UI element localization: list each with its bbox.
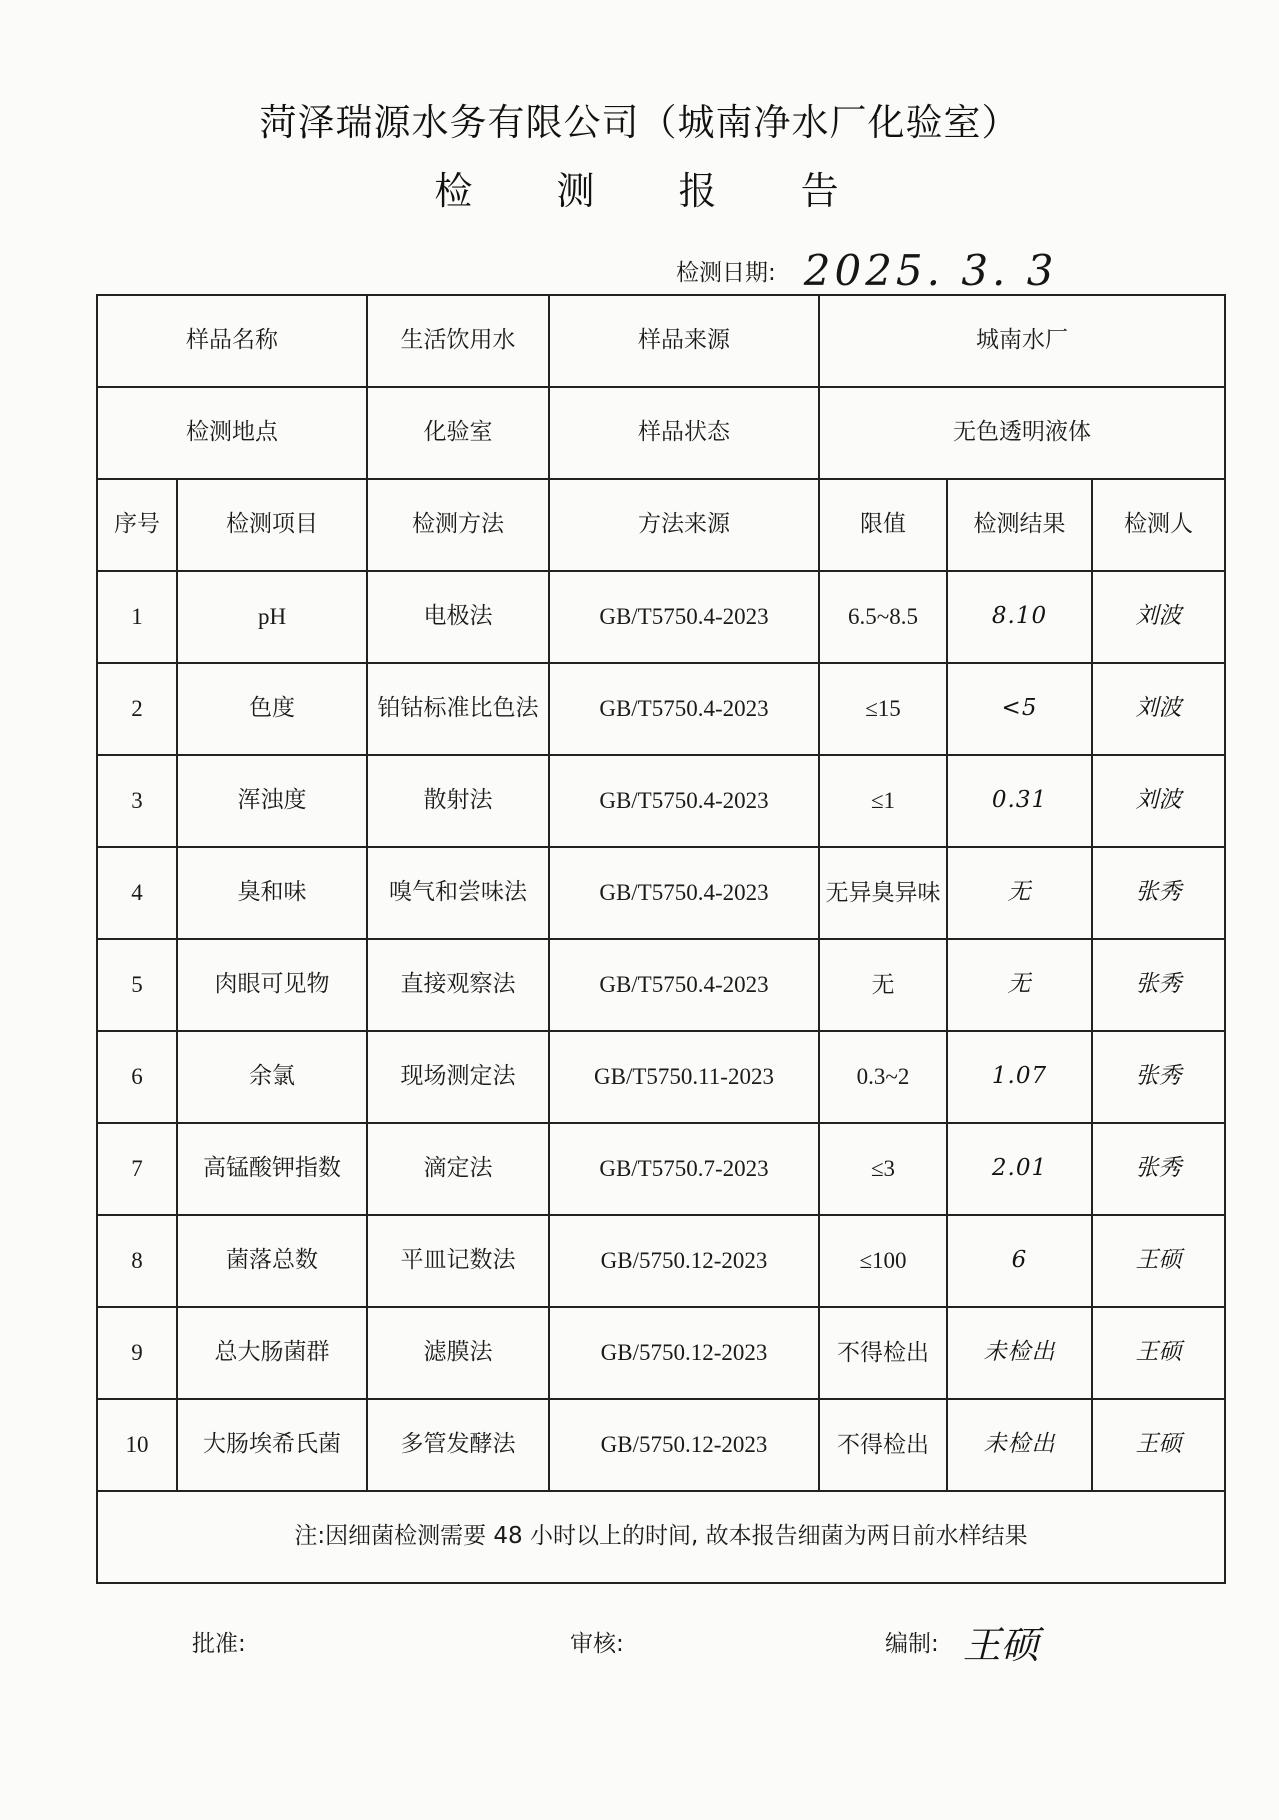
row-tester: 王硕 [1092,1399,1225,1491]
row-limit: 不得检出 [819,1399,947,1491]
row-result: 6 [947,1215,1092,1307]
col-limit-header: 限值 [819,479,947,571]
col-item-header: 检测项目 [177,479,367,571]
row-source: GB/5750.12-2023 [549,1215,819,1307]
sample-state-value: 无色透明液体 [819,387,1225,479]
row-result: 1.07 [947,1031,1092,1123]
col-no-header: 序号 [97,479,177,571]
row-result: 8.10 [947,571,1092,663]
sample-source-value: 城南水厂 [819,295,1225,387]
row-limit: 无异臭异味 [819,847,947,939]
table-row [97,755,1225,847]
company-title: 菏泽瑞源水务有限公司（城南净水厂化验室） [259,101,1020,144]
col-method-header: 检测方法 [367,479,549,571]
row-result: 无 [947,847,1092,939]
row-no: 10 [97,1399,177,1491]
row-item: 余氯 [177,1031,367,1123]
row-method: 散射法 [367,755,549,847]
row-result: 2.01 [947,1123,1092,1215]
col-result-header: 检测结果 [947,479,1092,571]
row-item: 色度 [177,663,367,755]
compile-field [885,1618,1039,1667]
row-item: 总大肠菌群 [177,1307,367,1399]
sample-name-value: 生活饮用水 [367,295,549,387]
row-method: 平皿记数法 [367,1215,549,1307]
row-no: 2 [97,663,177,755]
row-limit: 不得检出 [819,1307,947,1399]
review-field [570,1618,624,1664]
row-source: GB/T5750.4-2023 [549,663,819,755]
table-row [97,939,1225,1031]
col-tester-header: 检测人 [1092,479,1225,571]
sample-state-label: 样品状态 [549,387,819,479]
compile-signature: 王硕 [962,1622,1039,1667]
table-row [97,1215,1225,1307]
row-result: 0.31 [947,755,1092,847]
row-method: 现场测定法 [367,1031,549,1123]
row-tester: 刘波 [1092,571,1225,663]
approve-field [192,1618,246,1664]
sample-source-label: 样品来源 [549,295,819,387]
row-source: GB/T5750.11-2023 [549,1031,819,1123]
row-result: 未检出 [947,1307,1092,1399]
row-limit: 无 [819,939,947,1031]
table-row [97,1031,1225,1123]
report-title: 检 测 报 告 [434,169,875,213]
row-limit: ≤100 [819,1215,947,1307]
row-limit: ≤15 [819,663,947,755]
row-limit: 0.3~2 [819,1031,947,1123]
table-row [97,1307,1225,1399]
row-method: 多管发酵法 [367,1399,549,1491]
approve-label: 批准: [192,1630,246,1657]
row-source: GB/5750.12-2023 [549,1399,819,1491]
row-source: GB/5750.12-2023 [549,1307,819,1399]
location-value: 化验室 [367,387,549,479]
table-row [97,1123,1225,1215]
report-table [96,294,1226,1584]
row-no: 8 [97,1215,177,1307]
test-date [676,245,1058,295]
info-row-1 [97,295,1225,387]
review-label: 审核: [570,1630,624,1657]
test-date-value: 2025. 3. 3 [803,245,1058,295]
row-tester: 张秀 [1092,847,1225,939]
row-method: 滤膜法 [367,1307,549,1399]
table-row [97,1399,1225,1491]
row-method: 嗅气和尝味法 [367,847,549,939]
row-item: 高锰酸钾指数 [177,1123,367,1215]
compile-label: 编制: [885,1630,939,1657]
row-limit: ≤1 [819,755,947,847]
row-method: 直接观察法 [367,939,549,1031]
table-row [97,571,1225,663]
test-date-label: 检测日期: [676,259,776,286]
row-item: 菌落总数 [177,1215,367,1307]
row-method: 铂钴标准比色法 [367,663,549,755]
row-source: GB/T5750.4-2023 [549,571,819,663]
row-source: GB/T5750.4-2023 [549,755,819,847]
row-source: GB/T5750.4-2023 [549,847,819,939]
row-result: 未检出 [947,1399,1092,1491]
row-limit: ≤3 [819,1123,947,1215]
row-no: 5 [97,939,177,1031]
row-item: pH [177,571,367,663]
row-no: 9 [97,1307,177,1399]
row-source: GB/T5750.4-2023 [549,939,819,1031]
location-label: 检测地点 [97,387,367,479]
row-item: 大肠埃希氏菌 [177,1399,367,1491]
row-no: 6 [97,1031,177,1123]
row-method: 滴定法 [367,1123,549,1215]
table-row [97,663,1225,755]
row-limit: 6.5~8.5 [819,571,947,663]
row-result: 无 [947,939,1092,1031]
note-text: 注:因细菌检测需要 48 小时以上的时间, 故本报告细菌为两日前水样结果 [97,1491,1225,1583]
note-row [97,1491,1225,1583]
row-no: 4 [97,847,177,939]
table-row [97,847,1225,939]
row-source: GB/T5750.7-2023 [549,1123,819,1215]
sample-name-label: 样品名称 [97,295,367,387]
row-result: <5 [947,663,1092,755]
row-item: 浑浊度 [177,755,367,847]
column-header-row [97,479,1225,571]
row-tester: 刘波 [1092,663,1225,755]
row-method: 电极法 [367,571,549,663]
row-tester: 刘波 [1092,755,1225,847]
row-item: 臭和味 [177,847,367,939]
row-no: 1 [97,571,177,663]
row-tester: 王硕 [1092,1215,1225,1307]
row-tester: 张秀 [1092,939,1225,1031]
row-tester: 张秀 [1092,1031,1225,1123]
row-no: 7 [97,1123,177,1215]
info-row-2 [97,387,1225,479]
row-no: 3 [97,755,177,847]
row-item: 肉眼可见物 [177,939,367,1031]
col-source-header: 方法来源 [549,479,819,571]
row-tester: 张秀 [1092,1123,1225,1215]
row-tester: 王硕 [1092,1307,1225,1399]
